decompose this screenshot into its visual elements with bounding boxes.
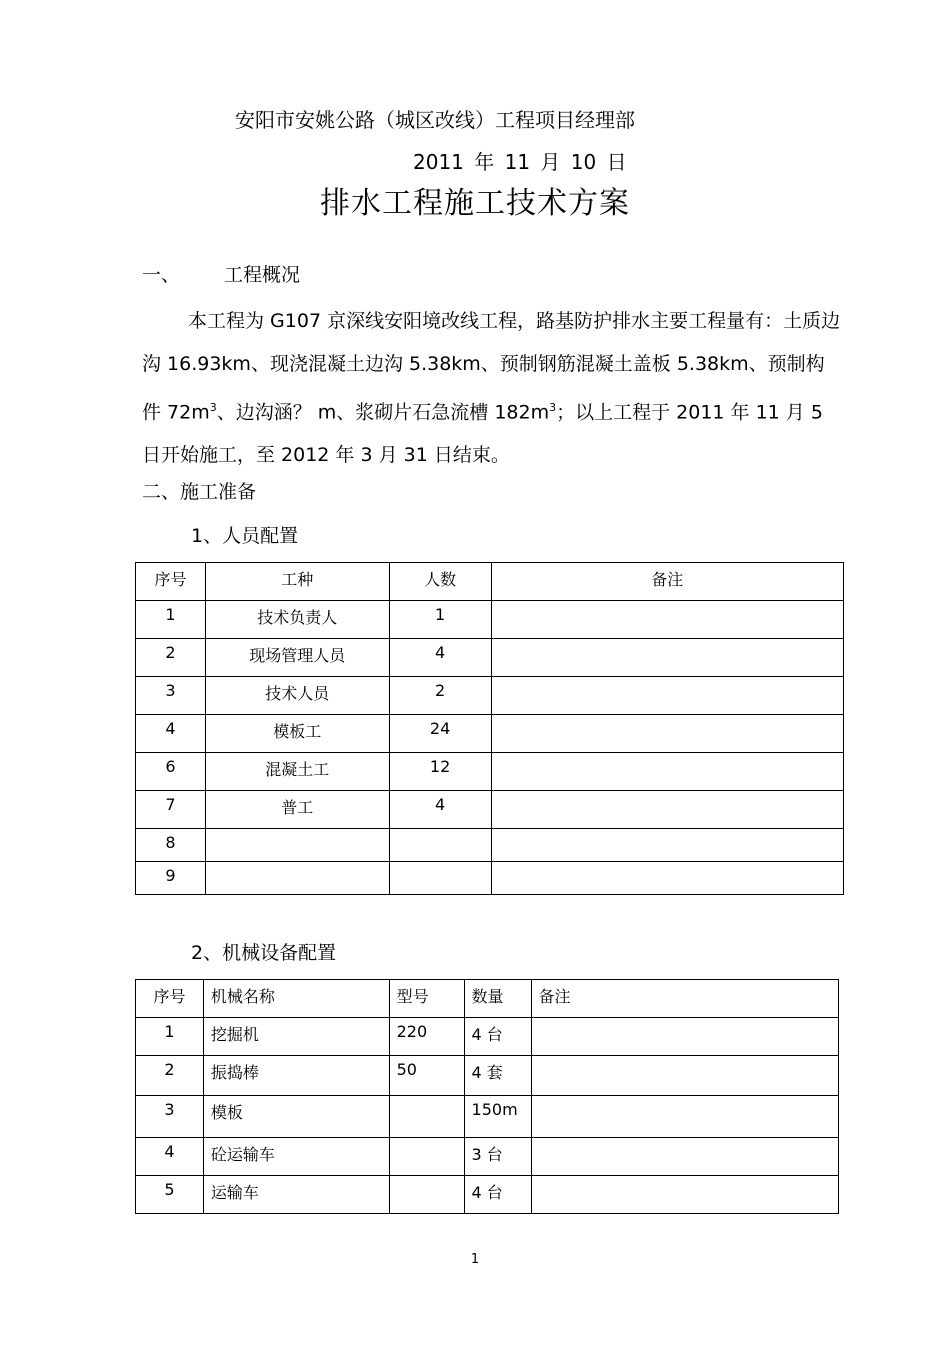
- project-overview-paragraph: [142, 300, 842, 477]
- cell-text: 7: [165, 795, 176, 814]
- cell-text: 150m: [471, 1100, 518, 1119]
- table-header-cell: [389, 980, 464, 1018]
- table-cell: [136, 791, 206, 829]
- cell-text: [390, 1138, 464, 1142]
- cell-text: 挖掘机: [210, 1025, 259, 1044]
- table-cell: [389, 791, 491, 829]
- cell-text: 12: [429, 757, 451, 776]
- table-header-cell: [203, 980, 389, 1018]
- cell-text: [492, 639, 844, 643]
- table-cell: [491, 715, 844, 753]
- table-cell: [491, 829, 844, 862]
- cell-text: 砼运输车: [210, 1145, 275, 1164]
- table-cell: [203, 1056, 389, 1096]
- table-header-cell: [136, 980, 204, 1018]
- cell-text: [492, 677, 844, 681]
- table-cell: [389, 1018, 464, 1056]
- page-number: 1: [470, 1252, 480, 1267]
- table-cell: [136, 753, 206, 791]
- table-cell: [136, 1138, 204, 1176]
- table-header-cell: [491, 563, 844, 601]
- cell-text: [492, 829, 844, 833]
- overview-text-1: 本工程为 G107 京深线安阳境改线工程，路基防护排水主要工程量有：土质边沟 16.93km、现浇混凝土边沟 5.38km、预制钢筋混凝土盖板 5.38km、预制构件 72m: [142, 310, 841, 424]
- table-row: [136, 601, 844, 639]
- cell-text: [206, 862, 389, 866]
- cell-text: 4 台: [471, 1025, 503, 1044]
- machinery-table: [135, 979, 839, 1214]
- table-cell: [205, 601, 389, 639]
- cell-text: 人数: [424, 570, 457, 589]
- cell-text: [390, 1176, 464, 1180]
- organization-name: 安阳市安姚公路（城区改线）工程项目经理部: [235, 108, 635, 132]
- section-1-heading: [142, 260, 300, 287]
- table-cell: [205, 829, 389, 862]
- table-cell: [531, 1056, 839, 1096]
- cell-text: 24: [429, 719, 451, 738]
- table-cell: [203, 1176, 389, 1214]
- cell-text: [492, 715, 844, 719]
- cell-text: [390, 1096, 464, 1100]
- cell-text: [532, 1056, 839, 1060]
- cell-text: 1: [434, 605, 446, 624]
- cell-text: 50: [396, 1060, 417, 1079]
- cell-text: 4: [434, 643, 446, 662]
- table-cell: [203, 1018, 389, 1056]
- table-header-cell: [464, 980, 531, 1018]
- table-cell: [136, 1176, 204, 1214]
- table-cell: [389, 1138, 464, 1176]
- table-header-row: [136, 980, 839, 1018]
- table-row: [136, 829, 844, 862]
- table-cell: [136, 862, 206, 895]
- cell-text: 8: [165, 833, 176, 852]
- cell-text: [492, 862, 844, 866]
- table-cell: [205, 639, 389, 677]
- cell-text: 2: [165, 643, 176, 662]
- table-row: [136, 1096, 839, 1138]
- cell-text: 3: [165, 681, 176, 700]
- cell-text: 3 台: [471, 1145, 503, 1164]
- cell-text: 2: [164, 1060, 175, 1079]
- personnel-table: [135, 562, 844, 895]
- cell-text: 工种: [281, 570, 314, 589]
- table-cell: [205, 753, 389, 791]
- cell-text: [532, 1176, 839, 1180]
- cell-text: 技术负责人: [257, 608, 338, 627]
- cell-text: 9: [165, 866, 176, 885]
- table-cell: [491, 639, 844, 677]
- cell-text: 4 台: [471, 1183, 503, 1202]
- table-cell: [531, 1176, 839, 1214]
- cell-text: 220: [396, 1022, 428, 1041]
- cell-text: [390, 862, 491, 866]
- cell-text: 4: [165, 719, 176, 738]
- cell-text: 4 套: [471, 1063, 503, 1082]
- table-cell: [205, 791, 389, 829]
- table-cell: [389, 601, 491, 639]
- cell-text: 模板: [210, 1103, 243, 1122]
- table-cell: [389, 715, 491, 753]
- table-cell: [389, 639, 491, 677]
- cell-text: [532, 1138, 839, 1142]
- table-cell: [203, 1096, 389, 1138]
- table-cell: [136, 601, 206, 639]
- cell-text: 序号: [153, 987, 186, 1006]
- cell-text: 4: [434, 795, 446, 814]
- table-header-cell: [205, 563, 389, 601]
- table-cell: [389, 829, 491, 862]
- cell-text: 普工: [281, 798, 314, 817]
- table-cell: [491, 677, 844, 715]
- cell-text: 2: [434, 681, 446, 700]
- table-row: [136, 1018, 839, 1056]
- table-cell: [389, 862, 491, 895]
- cell-text: [492, 753, 844, 757]
- cell-text: 序号: [154, 570, 187, 589]
- cell-text: 振捣棒: [210, 1063, 259, 1082]
- cell-text: 备注: [538, 987, 571, 1006]
- cell-text: 5: [164, 1180, 175, 1199]
- table-cell: [389, 753, 491, 791]
- cell-text: [206, 829, 389, 833]
- table-header-cell: [389, 563, 491, 601]
- cell-text: [492, 791, 844, 795]
- cell-text: 4: [164, 1142, 175, 1161]
- table-cell: [491, 753, 844, 791]
- cell-text: [532, 1096, 839, 1100]
- table-row: [136, 791, 844, 829]
- table-row: [136, 1176, 839, 1214]
- cell-text: 数量: [471, 987, 504, 1006]
- table-row: [136, 1138, 839, 1176]
- cell-text: 型号: [396, 987, 429, 1006]
- cell-text: [390, 829, 491, 833]
- cell-text: 混凝土工: [265, 760, 330, 779]
- table-cell: [464, 1018, 531, 1056]
- table-cell: [136, 677, 206, 715]
- table-row: [136, 677, 844, 715]
- cell-text: [492, 601, 844, 605]
- table-cell: [136, 639, 206, 677]
- cell-text: 3: [164, 1100, 175, 1119]
- cell-text: [532, 1018, 839, 1022]
- cell-text: 备注: [651, 570, 684, 589]
- section-1-number: 一、: [142, 264, 181, 286]
- table-row: [136, 639, 844, 677]
- document-title: 排水工程施工技术方案: [320, 186, 630, 221]
- overview-text-3: ；以上工程于 2011 年 11 月 5 日开始施工，至 2012 年 3 月 31 日结束。: [142, 401, 823, 467]
- table-cell: [531, 1138, 839, 1176]
- table-cell: [491, 791, 844, 829]
- personnel-heading: 1、人员配置: [191, 525, 299, 547]
- table-cell: [464, 1138, 531, 1176]
- table-cell: [464, 1096, 531, 1138]
- cell-text: 模板工: [273, 722, 322, 741]
- cell-text: 机械名称: [210, 987, 275, 1006]
- overview-text-2: 、边沟涵？ m、浆砌片石急流槽 182m: [216, 401, 550, 424]
- cell-text: 1: [164, 1022, 175, 1041]
- table-cell: [205, 862, 389, 895]
- table-cell: [389, 1176, 464, 1214]
- table-cell: [491, 601, 844, 639]
- table-cell: [531, 1018, 839, 1056]
- table-cell: [531, 1096, 839, 1138]
- machinery-heading: 2、机械设备配置: [191, 942, 337, 964]
- table-cell: [205, 677, 389, 715]
- table-row: [136, 862, 844, 895]
- section-2-heading: 二、施工准备: [142, 481, 257, 503]
- cell-text: 技术人员: [265, 684, 330, 703]
- cell-text: 6: [165, 757, 176, 776]
- table-cell: [389, 1096, 464, 1138]
- table-cell: [464, 1176, 531, 1214]
- table-header-cell: [136, 563, 206, 601]
- table-row: [136, 753, 844, 791]
- cell-text: 现场管理人员: [249, 646, 346, 665]
- table-cell: [136, 715, 206, 753]
- table-cell: [136, 1018, 204, 1056]
- superscript-3: 3: [209, 401, 217, 414]
- table-cell: [136, 829, 206, 862]
- cell-text: 1: [165, 605, 176, 624]
- table-cell: [203, 1138, 389, 1176]
- superscript-3: 3: [549, 401, 557, 414]
- table-cell: [389, 1056, 464, 1096]
- table-cell: [464, 1056, 531, 1096]
- table-row: [136, 1056, 839, 1096]
- table-header-row: [136, 563, 844, 601]
- table-cell: [136, 1096, 204, 1138]
- cell-text: 运输车: [210, 1183, 259, 1202]
- section-1-title: 工程概况: [224, 264, 301, 286]
- table-cell: [389, 677, 491, 715]
- table-cell: [205, 715, 389, 753]
- table-cell: [136, 1056, 204, 1096]
- document-date: 2011 年 11 月 10 日: [413, 150, 627, 174]
- table-cell: [491, 862, 844, 895]
- table-header-cell: [531, 980, 839, 1018]
- table-row: [136, 715, 844, 753]
